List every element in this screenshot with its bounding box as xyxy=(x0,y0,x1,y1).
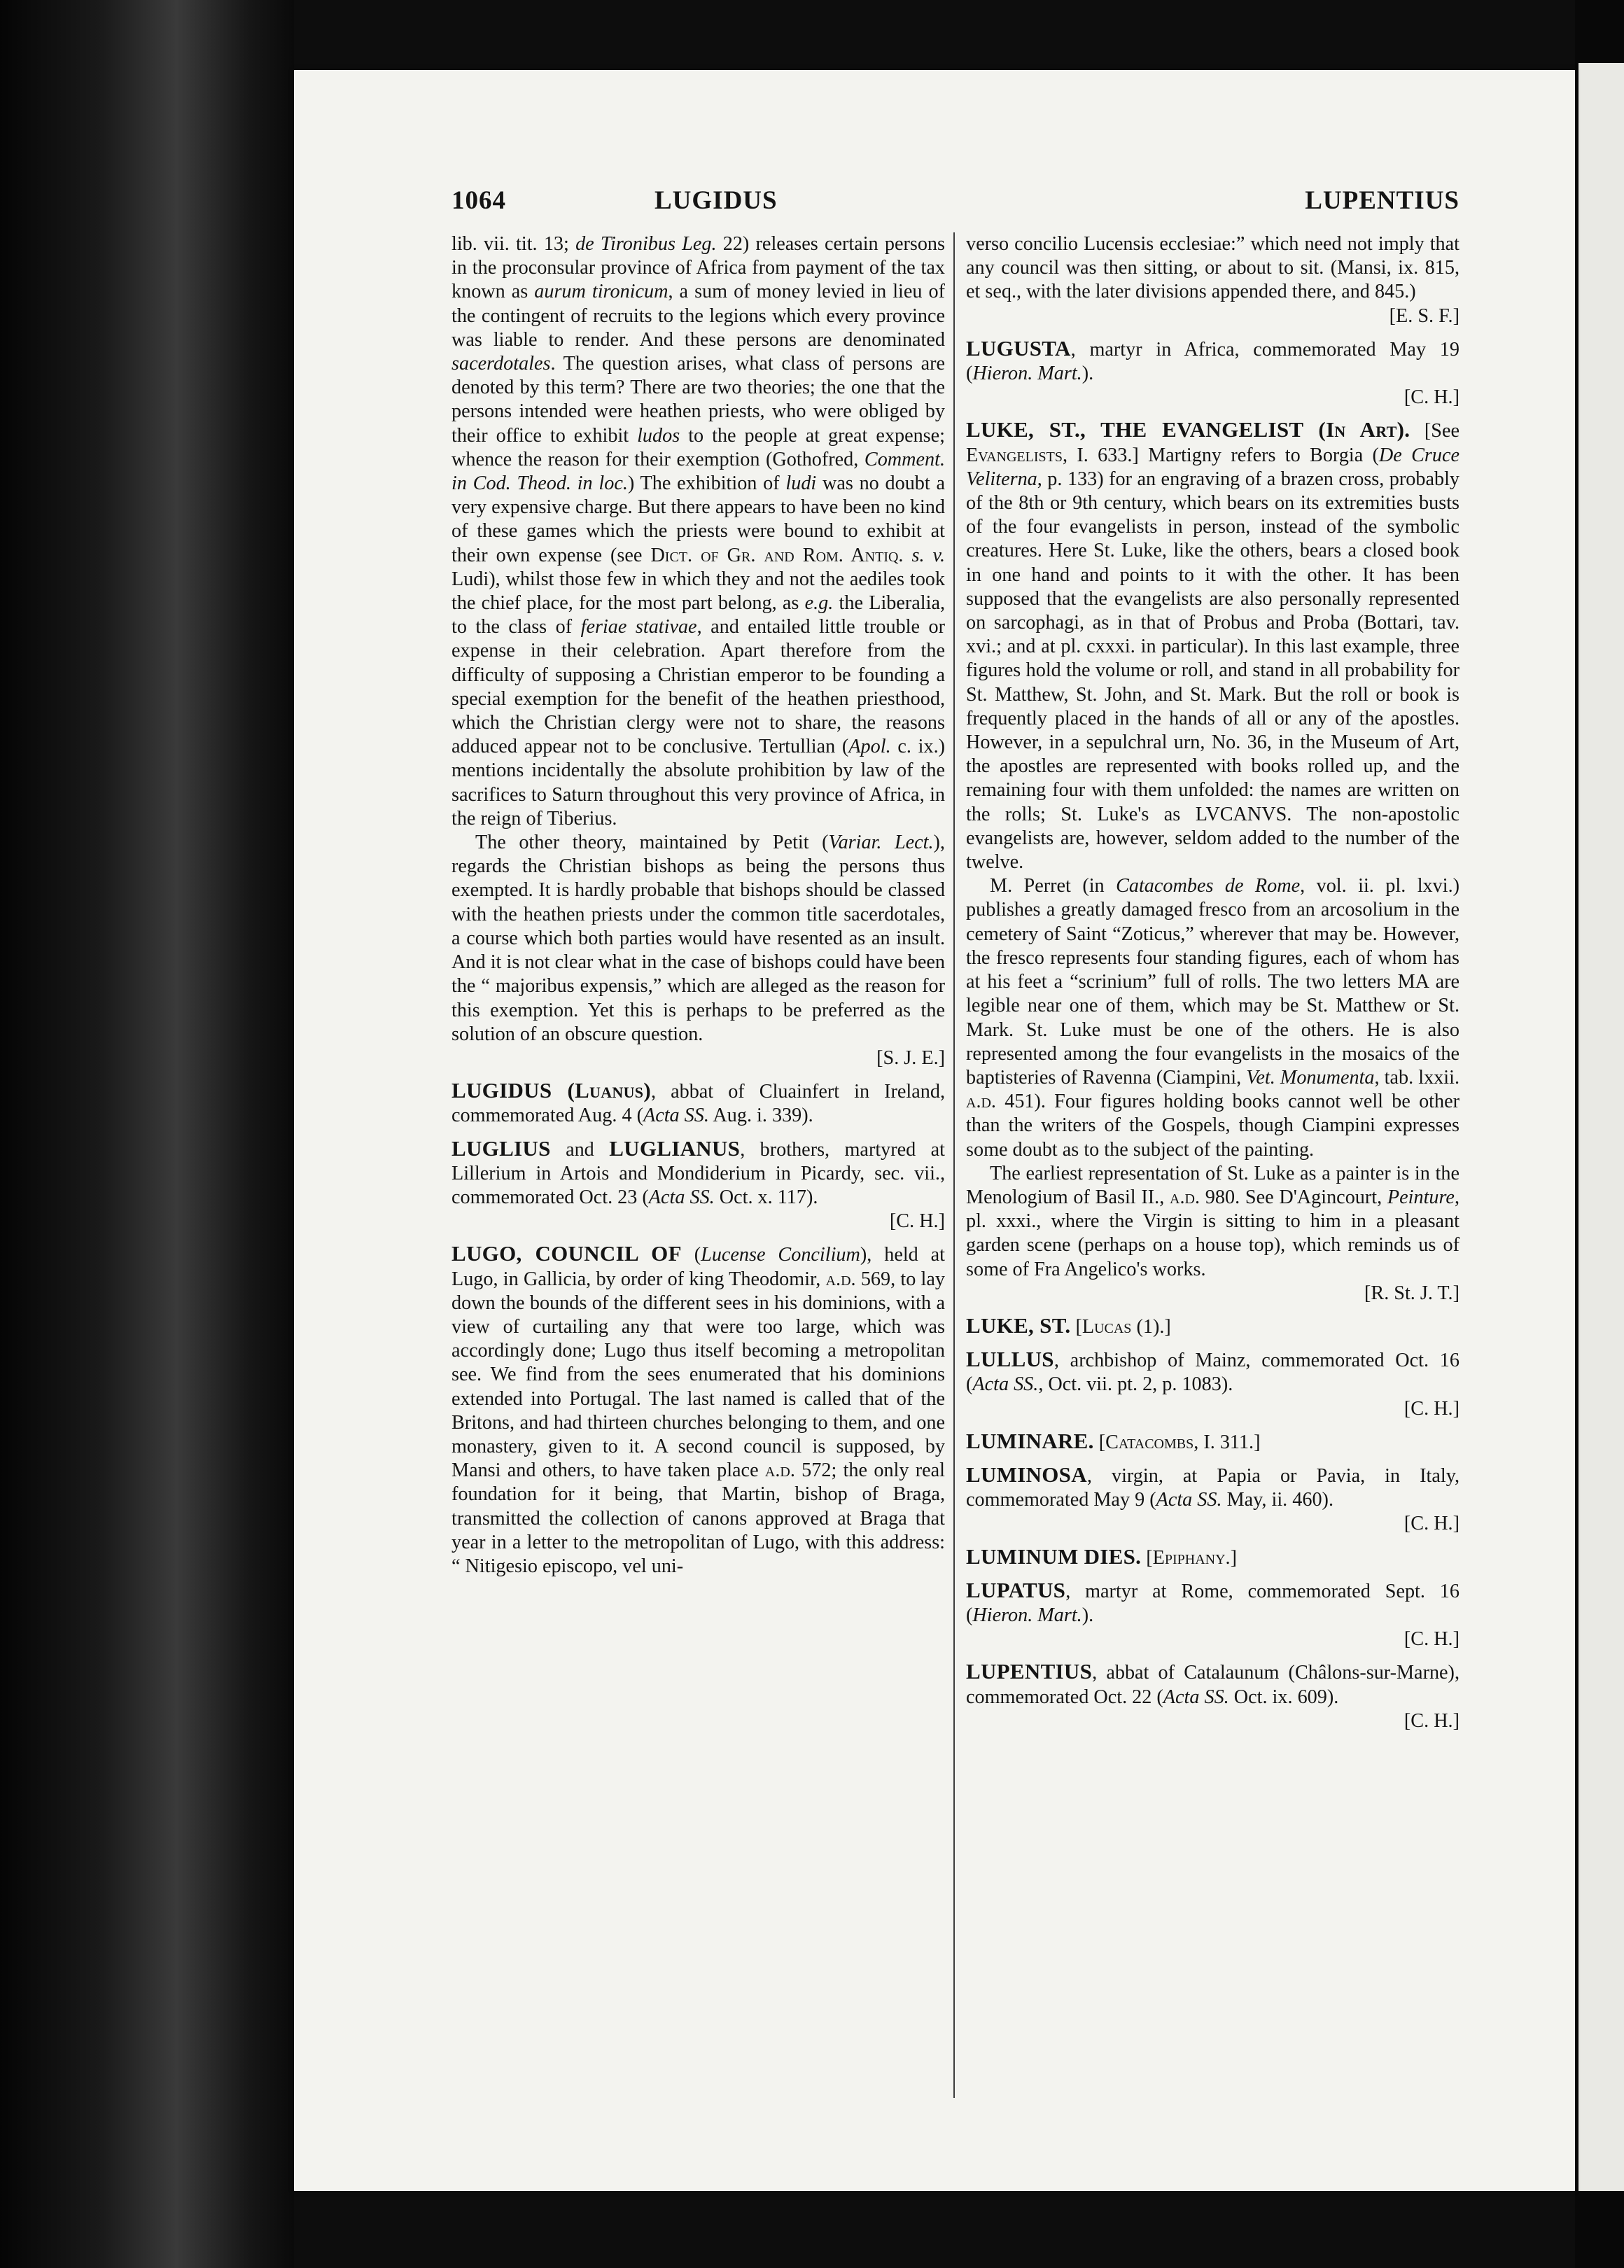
text-run: ( xyxy=(1303,417,1326,442)
text-run: was no doubt a very expensive charge. But there appears to have been no kind of these games which the priests were bound to exhibit at their own expense (see xyxy=(451,472,945,566)
text-run: a.d. xyxy=(966,1091,996,1113)
text-run: ), regards the Christian bishops as being the persons thus exempted. It is hardly probable that bishops should be classed with the heathen priests under the common title sacerdotales, a course which both parties would have resented as an insult. And it is not clear what in the case of bishops could have been the “ majoribus expensis,” which are alleged as the reason for this exemption. Yet this is perhaps to be preferred as the solution of an obscure question. xyxy=(451,832,945,1045)
text-run: The earliest representation of St. Luke as a painter is in the Menologium of Basil II., xyxy=(966,1162,1460,1208)
left-column xyxy=(451,232,945,2164)
entry-luke-in-art xyxy=(966,418,1460,874)
text-run: a.d. xyxy=(764,1460,795,1482)
headword: LUGUSTA xyxy=(966,335,1071,360)
signature: [C. H.] xyxy=(1404,1628,1460,1651)
headword: LUMINOSA xyxy=(966,1462,1087,1487)
entry-lupentius xyxy=(966,1660,1460,1709)
text-run: ) The exhibition of xyxy=(627,472,786,495)
italic-text: s. v. xyxy=(903,544,945,566)
signature: [C. H.] xyxy=(1404,386,1460,409)
headword: LUGO, COUNCIL OF xyxy=(451,1241,682,1266)
paragraph-earliest-representation xyxy=(966,1162,1460,1282)
signature: [C. H.] xyxy=(889,1210,945,1233)
italic-text: Vet. Monumenta xyxy=(1246,1066,1375,1088)
text-run: , archbishop of Mainz, commemorated Oct. 16 ( xyxy=(966,1350,1460,1396)
text-run: The other theory, maintained by Petit ( xyxy=(475,832,829,854)
italic-text: de Tironibus Leg. xyxy=(575,233,717,255)
text-run: . The question arises, what class of persons are denoted by this term? There are two theories; the one that the persons intended were heathen priests, who were obliged by their office to exhibit xyxy=(451,353,945,447)
text-run: .] xyxy=(1225,1546,1237,1569)
text-run: to the people at great expense; whence the reason for their exemption (Gothofred, xyxy=(451,424,945,470)
signature: [C. H.] xyxy=(1404,1397,1460,1420)
text-run: , vol. ii. pl. lxvi.) publishes a greatly damaged fresco from an arcosolium in the cemetery of Saint “Zoticus,” wherever that may be. However, the fresco represents four standing figures, each of whom has at his feet a “scrinium” full of rolls. The two letters MA are legible near one of them, which may be St. Matthew or St. Mark. St. Luke must be one of the others. He is also represented among the four evangelists in the mosaics of the baptisteries of Ravenna (Ciampini, xyxy=(966,875,1460,1088)
text-run: , virgin, at Papia or Pavia, in Italy, commemorated May 9 ( xyxy=(966,1464,1460,1511)
entry-lugusta xyxy=(966,337,1460,386)
text-run: Ludi), whilst those few in which they and not the aediles took the chief place, for the most part belong, as xyxy=(451,568,945,615)
text-run: , abbat of Catalaunum (Châlons-sur-Marne), commemorated Oct. 22 ( xyxy=(966,1662,1460,1708)
italic-text: ludi xyxy=(785,472,817,495)
text-run: , I. 311.] xyxy=(1194,1431,1261,1453)
text-run: , pl. xxxi., where the Virgin is sitting to him in a pleasant garden scene (perhaps on a house top), which reminds us of some of Fra Angelico's works. xyxy=(966,1186,1460,1280)
text-run: Evangelists xyxy=(966,444,1063,466)
text-run: May, ii. 460). xyxy=(1222,1489,1334,1511)
italic-text: aurum tironicum xyxy=(534,281,668,303)
signature: [C. H.] xyxy=(1404,1709,1460,1732)
text-run: Epiphany xyxy=(1152,1546,1226,1569)
entry-lugidus xyxy=(451,1079,945,1128)
italic-text: Apol. xyxy=(848,736,891,758)
entry-luminum-dies xyxy=(966,1545,1460,1570)
text-run: Oct. x. 117). xyxy=(714,1186,818,1208)
headword: LUGLIUS xyxy=(451,1135,551,1161)
headword: LUPENTIUS xyxy=(966,1659,1093,1684)
text-run: , tab. lxxii. xyxy=(1374,1066,1460,1088)
text-run: ( xyxy=(681,1244,701,1266)
text-run: ) xyxy=(643,1078,651,1103)
text-run: [See xyxy=(1410,420,1460,442)
headword: LUKE, ST. xyxy=(966,1312,1071,1338)
italic-text: sacerdotales xyxy=(451,353,551,375)
paragraph-sacerdotales xyxy=(451,232,945,831)
text-run: , Oct. vii. pt. 2, p. 1083). xyxy=(1038,1373,1233,1396)
text-run: , martyr at Rome, commemorated Sept. 16 ( xyxy=(966,1580,1460,1626)
text-run: Lucas xyxy=(1082,1315,1132,1338)
entry-lullus xyxy=(966,1348,1460,1396)
right-running-title: LUPENTIUS xyxy=(1305,186,1460,215)
text-run: , and entailed little trouble or expense in their celebration. Apart therefore from the difficulty of supposing a Christian emperor to be founding a special exemption for the benefit of the heathen priesthood, which the Christian clergy were not to share, the reasons adduced appear not to be conclusive. Tertullian ( xyxy=(451,616,945,758)
left-running-title: LUGIDUS xyxy=(654,186,778,215)
text-run: [ xyxy=(1093,1431,1106,1453)
headword: LUKE, ST., THE EVANGELIST xyxy=(966,417,1303,442)
entry-luke-st xyxy=(966,1314,1460,1339)
adjacent-page-edge xyxy=(1578,63,1624,2191)
text-run: [ xyxy=(1141,1546,1153,1569)
text-run: c. ix.) mentions incidentally the absolute prohibition by law of the sacrifices to Saturn throughout this very province of Africa, in the reign of Tiberius. xyxy=(451,736,945,830)
entry-luminosa xyxy=(966,1463,1460,1512)
text-run: lib. vii. tit. 13; xyxy=(451,233,576,255)
microfilm-border-left xyxy=(0,0,294,2268)
running-head xyxy=(451,186,1460,227)
text-run: ), held at Lugo, in Gallicia, by order of king Theodomir, xyxy=(451,1244,945,1290)
text-run: . The non-apostolic evangelists are, however, seldom added to the number of the twelve. xyxy=(966,803,1460,874)
italic-text: Acta SS. xyxy=(643,1105,709,1127)
text-run: ). xyxy=(1396,417,1410,442)
text-run: 22) releases certain persons in the proconsular province of Africa from payment of the tax known as xyxy=(451,233,945,303)
text-run: (1).] xyxy=(1131,1315,1171,1338)
italic-text: Comment. in Cod. Theod. in loc. xyxy=(451,448,945,495)
column-rule xyxy=(953,232,955,2098)
text-run: Aug. i. 339). xyxy=(708,1105,813,1127)
text-run: 980. See D'Agincourt, xyxy=(1200,1186,1387,1208)
text-run: , p. 133) for an engraving of a brazen cross, probably of the 8th or 9th century, which bears on its extremities busts of the four evangelists in person, instead of the symbolic creatures. Here St. Luke, like the others, bears a closed book in one hand and points to it with the other. It has been supposed that the evangelists are also personally represented on sarcophagi, as in that of Probus and Proba (Bottari, tav. xvi.; and at pl. cxxxi. in particular). In this last example, three figures hold the volume or roll, and stand in all probability for St. Matthew, St. John, and St. Mark. But the roll or book is frequently placed in the hands of all or any of the apostles. However, in a sepulchral urn, No. 36, in the Museum of Art, the apostles are represented with books rolled up, and the remaining four with them unfolded: the names are written on the rolls; St. Luke's as xyxy=(966,468,1460,825)
italic-text: e.g. xyxy=(804,592,834,615)
paragraph-lugo-continued xyxy=(966,232,1460,304)
text-run: ). xyxy=(1082,1604,1094,1626)
italic-text: Acta SS. xyxy=(1156,1489,1222,1511)
text-run: Catacombs xyxy=(1105,1431,1194,1453)
text-run: the Liberalia, to the class of xyxy=(451,592,945,638)
headword: LUMINARE. xyxy=(966,1428,1094,1453)
italic-text: Acta SS. xyxy=(648,1186,715,1208)
text-run: a.d. xyxy=(1170,1186,1200,1208)
text-run: Luanus xyxy=(575,1078,644,1103)
italic-text: Variar. Lect. xyxy=(828,832,934,854)
text-run: ( xyxy=(552,1078,575,1103)
book-page xyxy=(294,70,1575,2191)
headword: LUGIDUS xyxy=(451,1078,552,1103)
signature: [C. H.] xyxy=(1404,1513,1460,1535)
headword: LUPATUS xyxy=(966,1577,1066,1602)
headword: LULLUS xyxy=(966,1347,1054,1372)
text-run: [ xyxy=(1070,1315,1082,1338)
italic-text: Catacombes de Rome xyxy=(1116,875,1301,897)
text-run: , a sum of money levied in lieu of the contingent of recruits to the legions which every province was liable to render. And these persons are denominated xyxy=(451,281,945,351)
text-run: a.d. xyxy=(825,1268,856,1290)
signature: [S. J. E.] xyxy=(876,1046,945,1069)
text-run: M. Perret (in xyxy=(990,875,1116,897)
text-run: , brothers, martyred at Lillerium in Artois and Mondiderium in Picardy, sec. vii., commemorated Oct. 23 ( xyxy=(451,1138,945,1208)
italic-text: De Cruce Veliterna xyxy=(966,444,1460,490)
entry-luglius xyxy=(451,1137,945,1210)
text-run: Dict. of Gr. and Rom. Antiq. xyxy=(650,544,904,566)
italic-text: Lucense Concilium xyxy=(701,1244,860,1266)
signature: [E. S. F.] xyxy=(1389,304,1460,327)
italic-text: Hieron. Mart. xyxy=(972,363,1082,385)
right-column xyxy=(966,232,1460,2164)
text-run: In Art xyxy=(1326,417,1397,442)
paragraph-other-theory xyxy=(451,831,945,1046)
italic-text: Hieron. Mart. xyxy=(972,1604,1082,1626)
text-run: verso concilio Lucensis ecclesiae:” which need not imply that any council was then sitting, or about to sit. (Mansi, ix. 815, et seq., with the later divisions appended there, and 845.) xyxy=(966,233,1460,303)
entry-luminare xyxy=(966,1429,1460,1455)
entry-lugo-council xyxy=(451,1242,945,1578)
paragraph-perret xyxy=(966,874,1460,1161)
text-run: 572; the only real foundation for it being, that Martin, bishop of Braga, transmitted the collection of canons approved at Braga that year in a letter to the metropolitan of Lugo, with this address: “ Nitigesio episcopo, vel uni- xyxy=(451,1460,945,1577)
text-run: 451). Four figures holding books cannot well be other than the writers of the Gospels, though Ciampini expresses some doubt as to the subject of the painting. xyxy=(966,1091,1460,1161)
text-run: , abbat of Cluainfert in Ireland, commemorated Aug. 4 ( xyxy=(451,1081,945,1127)
italic-text: feriae stativae xyxy=(580,616,697,638)
inscription-lucanus: LVCANVS xyxy=(1195,803,1287,825)
page-number: 1064 xyxy=(451,186,506,215)
text-run: ). xyxy=(1082,363,1094,385)
entry-lupatus xyxy=(966,1578,1460,1628)
text-run: 569, to lay down the bounds of the different sees in his dominions, with a view of curtailing any that were too large, which was accordingly done; Lugo thus itself becoming a metropolitan see. We find from the sees enumerated that his dominions extended into Portugal. The last named is called that of the Britons, and had thirteen churches belonging to them, and one monastery, given to it. A second council is supposed, by Mansi and others, to have taken place xyxy=(451,1268,945,1482)
italic-text: ludos xyxy=(637,424,680,447)
text-run: Oct. ix. 609). xyxy=(1228,1686,1339,1708)
headword: LUMINUM DIES. xyxy=(966,1544,1142,1569)
text-run: , martyr in Africa, commemorated May 19 ( xyxy=(966,338,1460,385)
text-run: , I. 633.] Martigny refers to Borgia ( xyxy=(1062,444,1379,466)
headword: LUGLIANUS xyxy=(609,1135,741,1161)
signature: [R. St. J. T.] xyxy=(1364,1282,1460,1304)
text-run: and xyxy=(550,1138,610,1161)
italic-text: Acta SS. xyxy=(972,1373,1039,1396)
italic-text: Acta SS. xyxy=(1163,1686,1229,1708)
italic-text: Peinture xyxy=(1387,1186,1455,1208)
